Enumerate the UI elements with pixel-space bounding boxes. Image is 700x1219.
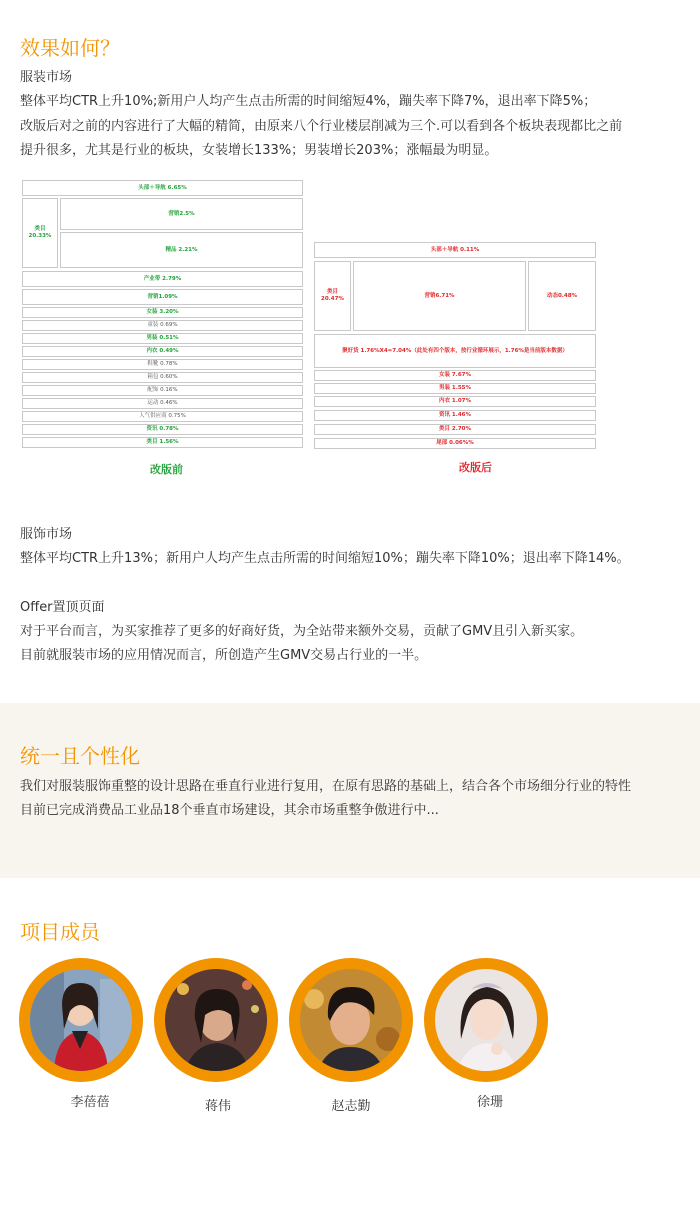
offer-line1: 对于平台而言，为买家推荐了更多的好商好货，为全站带来额外交易，贡献了GMV且引入新买家。 [20, 624, 584, 639]
offer-line2: 目前就服装市场的应用情况而言，所创造产生GMV交易占行业的一半。 [20, 648, 428, 663]
after-row: 资讯 1.46% [314, 410, 596, 421]
before-row: 产业带 2.79% [22, 271, 303, 287]
after-row: 内衣 1.07% [314, 396, 596, 407]
before-row: 人气供应商 0.75% [22, 411, 303, 422]
before-row: 女装 3.20% [22, 307, 303, 318]
after-row: 类目 2.70% [314, 424, 596, 435]
portrait-icon [435, 969, 537, 1071]
after-category-block: 类目 20.47% [314, 261, 351, 331]
before-row: 男装 0.51% [22, 333, 303, 344]
offer-title: Offer置顶页面 [20, 600, 105, 615]
section-title-unified: 统一且个性化 [20, 744, 140, 768]
before-row: 鞋靴 0.78% [22, 359, 303, 370]
after-row: 男装 1.55% [314, 383, 596, 394]
before-products-block: 精品 2.21% [60, 232, 303, 268]
member-name-2: 蒋伟 [204, 1099, 231, 1114]
before-row: 童装 0.69% [22, 320, 303, 331]
before-row: 营销1.09% [22, 289, 303, 305]
before-row: 箱包 0.60% [22, 372, 303, 383]
unified-line2: 目前已完成消费品工业品18个垂直市场建设，其余市场重整争傲进行中... [20, 803, 439, 818]
unified-line1: 我们对服装服饰重整的设计思路在垂直行业进行复用，在原有思路的基础上，结合各个市场细分行业的特性 [20, 779, 632, 794]
section-title-members: 项目成员 [20, 920, 100, 944]
portrait-icon [300, 969, 402, 1071]
before-row: 类目 1.56% [22, 437, 303, 448]
before-header-block: 头部＋导航 6.65% [22, 180, 303, 196]
member-name-1: 李蓓蓓 [70, 1095, 110, 1110]
after-header-block: 头部＋导航 0.11% [314, 242, 596, 258]
before-row: 资讯 0.78% [22, 424, 303, 435]
market1-line3: 提升很多，尤其是行业的板块，女装增长133%；男装增长203%；涨幅最为明显。 [20, 143, 498, 158]
after-dynamic-block: 动态0.48% [528, 261, 596, 331]
member-avatar-2 [154, 958, 278, 1082]
market1-line1: 整体平均CTR上升10%;新用户人均产生点击所需的时间缩短4%，蹦失率下降7%，退出率下降5%； [20, 94, 597, 109]
member-name-4: 徐珊 [476, 1095, 503, 1110]
member-avatar-1 [19, 958, 143, 1082]
section-title-effect: 效果如何？ [20, 36, 120, 60]
member-name-3: 赵志勤 [331, 1099, 371, 1114]
before-category-block: 类目 20.33% [22, 198, 58, 268]
after-featured-block: 聚好货 1.76%X4=7.04%（此处有四个版本，按行业循环展示，1.76%是当前版本数据） [314, 334, 596, 368]
before-row: 内衣 0.49% [22, 346, 303, 357]
before-row: 配饰 0.16% [22, 385, 303, 396]
market2-title: 服饰市场 [20, 527, 73, 542]
member-avatar-4 [424, 958, 548, 1082]
after-row: 女装 7.67% [314, 370, 596, 381]
before-marketing-block: 营销2.5% [60, 198, 303, 230]
before-row: 运动 0.46% [22, 398, 303, 409]
after-caption: 改版后 [459, 461, 492, 474]
market1-line2: 改版后对之前的内容进行了大幅的精简，由原来八个行业楼层削减为三个.可以看到各个板块表现都比之前 [20, 119, 623, 134]
market1-title: 服装市场 [20, 70, 73, 85]
market2-line1: 整体平均CTR上升13%；新用户人均产生点击所需的时间缩短10%；蹦失率下降10%；退出率下降14%。 [20, 551, 630, 566]
after-row: 尾部 0.06%% [314, 438, 596, 449]
after-marketing-block: 营销6.71% [353, 261, 526, 331]
member-avatar-3 [289, 958, 413, 1082]
portrait-icon [165, 969, 267, 1071]
portrait-icon [30, 969, 132, 1071]
before-caption: 改版前 [150, 463, 183, 476]
